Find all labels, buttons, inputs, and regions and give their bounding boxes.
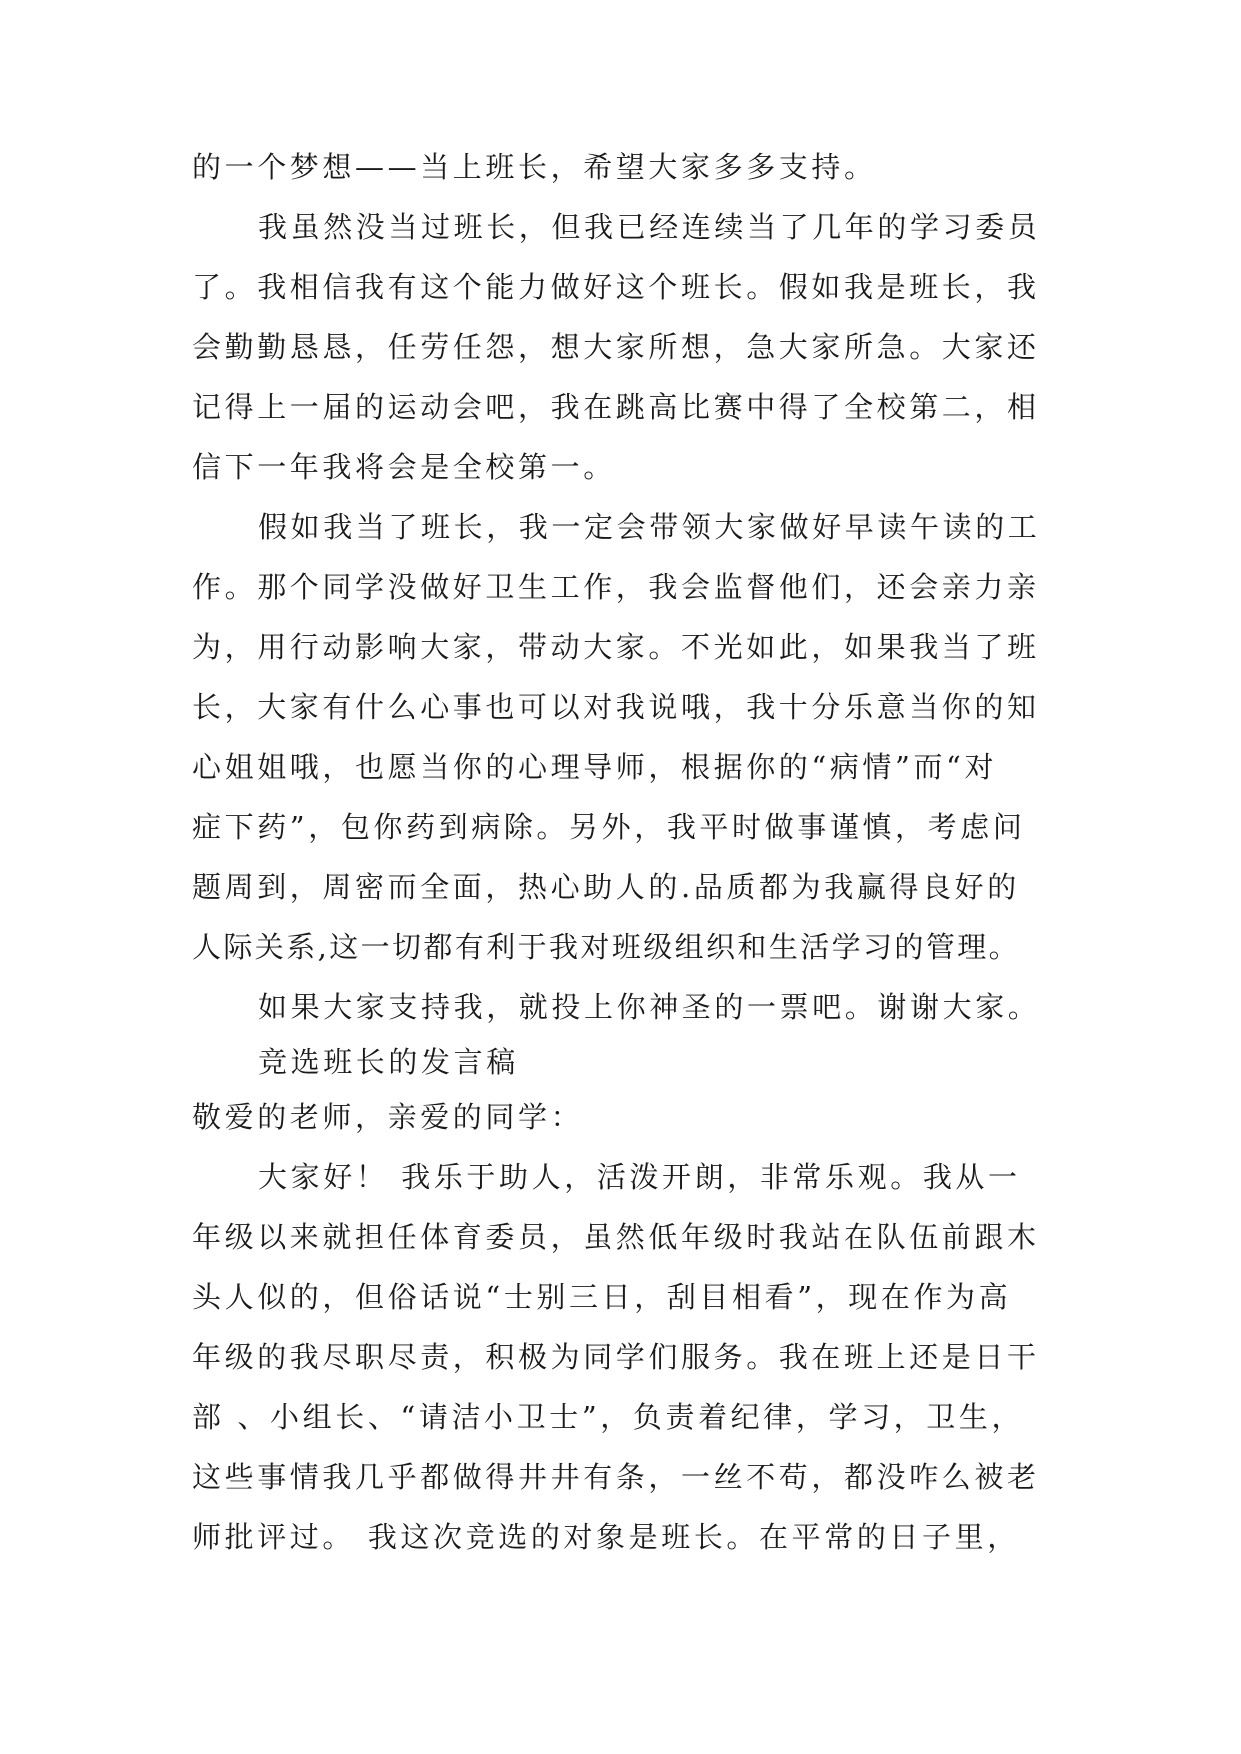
text-line: 会勤勤恳恳，任劳任怨，想大家所想，急大家所急。大家还 xyxy=(192,330,1040,364)
text-line: 题周到，周密而全面，热心助人的.品质都为我赢得良好的 xyxy=(192,870,1020,904)
text-line: 假如我当了班长，我一定会带领大家做好早读午读的工 xyxy=(258,510,1041,544)
text-line: 了。我相信我有这个能力做好这个班长。假如我是班长，我 xyxy=(192,270,1040,304)
text-line: 如果大家支持我，就投上你神圣的一票吧。谢谢大家。 xyxy=(258,990,1041,1024)
text-line: 年级的我尽职尽责，积极为同学们服务。我在班上还是日干 xyxy=(192,1340,1040,1374)
text-line: 心姐姐哦，也愿当你的心理导师，根据你的“病情”而“对 xyxy=(192,750,998,784)
text-line: 我虽然没当过班长，但我已经连续当了几年的学习委员 xyxy=(258,210,1041,244)
text-line: 症下药”，包你药到病除。另外，我平时做事谨慎，考虑问 xyxy=(192,810,1026,844)
text-line: 信下一年我将会是全校第一。 xyxy=(192,450,616,484)
text-line: 头人似的，但俗话说“士别三日，刮目相看”，现在作为高 xyxy=(192,1280,1012,1314)
text-line: 年级以来就担任体育委员，虽然低年级时我站在队伍前跟木 xyxy=(192,1220,1040,1254)
salutation: 敬爱的老师，亲爱的同学： xyxy=(192,1100,584,1134)
text-line: 部 、小组长、“请洁小卫士”，负责着纪律，学习，卫生， xyxy=(192,1400,1025,1434)
text-line: 这些事情我几乎都做得井井有条，一丝不苟，都没咋么被老 xyxy=(192,1460,1040,1494)
text-line: 师批评过。 我这次竞选的对象是班长。在平常的日子里， xyxy=(192,1520,1020,1554)
text-line: 长，大家有什么心事也可以对我说哦，我十分乐意当你的知 xyxy=(192,690,1040,724)
text-line: 作。那个同学没做好卫生工作，我会监督他们，还会亲力亲 xyxy=(192,570,1040,604)
section-title: 竞选班长的发言稿 xyxy=(258,1045,519,1079)
text-line: 的一个梦想——当上班长，希望大家多多支持。 xyxy=(192,150,877,184)
text-line: 人际关系,这一切都有利于我对班级组织和生活学习的管理。 xyxy=(192,930,1021,964)
text-line: 大家好！ 我乐于助人，活泼开朗，非常乐观。我从一 xyxy=(258,1160,1021,1194)
text-line: 记得上一届的运动会吧，我在跳高比赛中得了全校第二，相 xyxy=(192,390,1040,424)
text-line: 为，用行动影响大家，带动大家。不光如此，如果我当了班 xyxy=(192,630,1040,664)
